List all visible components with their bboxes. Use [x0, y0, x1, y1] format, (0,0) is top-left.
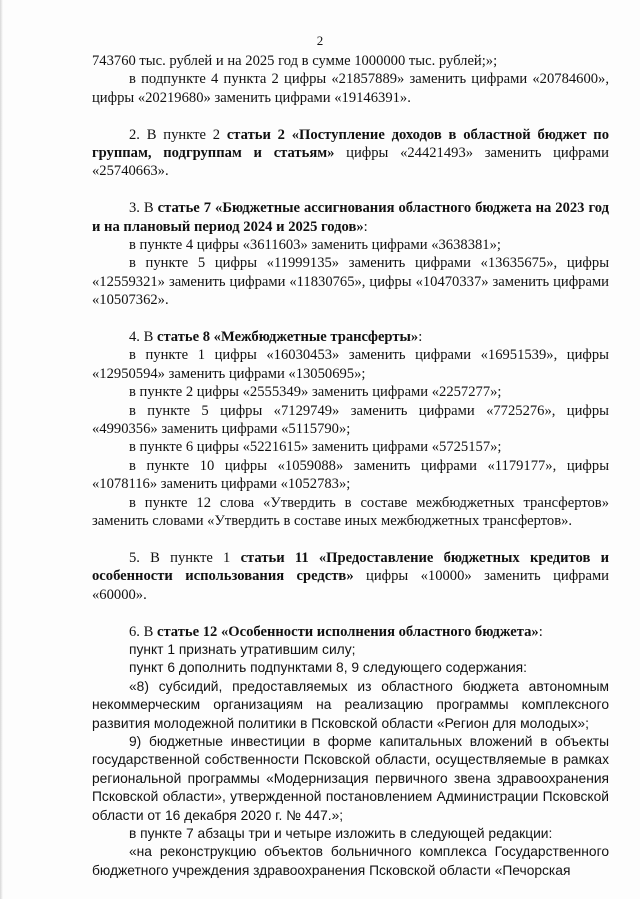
- paragraph-section-4-point-1: в пункте 1 цифры «16030453» заменить цифрами «16951539», цифры «12950594» заменить цифрами «13050695»;: [92, 347, 609, 382]
- paragraph-section-6-subclause-8: «8) субсидий, предоставляемых из областного бюджета автономным некоммерческим организациям на реализацию программы комплексного развития молодежной политики в Псковской области «Регион для молодых»;: [92, 678, 609, 731]
- section-6-prefix: 6. В: [129, 623, 157, 640]
- paragraph-section-3-point-4: в пункте 4 цифры «3611603» заменить цифрами «3638381»;: [129, 237, 501, 254]
- paragraph-section-6-quote: «на реконструкцию объектов больничного комплекса Государственного бюджетного учреждения здравоохранения Псковской области «Печорская: [92, 844, 609, 878]
- page-number: 2: [316, 33, 324, 48]
- paragraph-section-6-subclause-9: 9) бюджетные инвестиции в форме капитальных вложений в объекты государственной собственности Псковской области, осуществляемые в рамках региональной программы «Модернизация первичного звена здравоохранения Псковской области», утвержденной постановлением Администрации Псковской области от 16 декабря 2020 г. № 447.»;: [92, 733, 609, 823]
- section-6-article-title: статье 12 «Особенности исполнения областного бюджета»: [156, 623, 539, 640]
- paragraph-subclause-4: в подпункте 4 пункта 2 цифры «21857889» заменить цифрами «20784600», цифры «20219680» заменить цифрами «19146391».: [92, 71, 609, 106]
- paragraph-section-6: [92, 623, 609, 641]
- section-4-text: :: [418, 329, 423, 346]
- paragraph-section-5: [92, 549, 609, 604]
- paragraph-section-6-point-1: пункт 1 признать утратившим силу;: [129, 641, 356, 657]
- section-5-article-title: статьи 11 «Предоставление бюджетных кредитов и особенности использования средств»: [92, 549, 609, 585]
- document-body: [92, 52, 609, 880]
- paragraph-section-4-point-10: в пункте 10 цифры «1059088» заменить цифрами «1179177», цифры «1078116» заменить цифрами «1052783»;: [92, 457, 609, 493]
- paragraph-section-6-point-7: в пункте 7 абзацы три и четыре изложить в следующей редакции:: [129, 825, 553, 841]
- paragraph-continuation: 743760 тыс. рублей и на 2025 год в сумме 1000000 тыс. рублей;»;: [92, 53, 498, 69]
- page-edge-shadow: [0, 0, 3, 899]
- paragraph-section-4-point-6: в пункте 6 цифры «5221615» заменить цифрами «5725157»;: [129, 439, 502, 456]
- paragraph-section-4-point-5: в пункте 5 цифры «7129749» заменить цифрами «7725276», цифры «4990356» заменить цифрами «5115790»;: [92, 402, 609, 438]
- paragraph-section-3-point-5: в пункте 5 цифры «11999135» заменить цифрами «13635675», цифры «12559321» заменить цифрами «11830765», цифры «10470337» заменить цифрами «10507362».: [92, 255, 609, 309]
- section-5-prefix: 5. В пункте 1: [129, 549, 241, 566]
- section-3-prefix: 3. В: [129, 200, 158, 217]
- paragraph-section-4: [92, 328, 609, 346]
- section-3-article-title: статье 7 «Бюджетные ассигнования областного бюджета на 2023 год и на плановый период 2024 и 2025 годов»: [92, 200, 609, 235]
- section-2-prefix: 2. В пункте 2: [129, 126, 227, 143]
- paragraph-section-4-point-2: в пункте 2 цифры «2555349» заменить цифрами «2257277»;: [129, 384, 502, 401]
- paragraph-section-4-point-12: в пункте 12 слова «Утвердить в составе межбюджетных трансфертов» заменить словами «Утвердить в составе иных межбюджетных трансфертов».: [92, 494, 609, 530]
- section-3-text: :: [363, 218, 368, 235]
- paragraph-section-2: [92, 126, 609, 181]
- paragraph-section-3: [92, 199, 609, 236]
- paragraph-section-6-point-6: пункт 6 дополнить подпунктами 8, 9 следующего содержания:: [129, 660, 527, 676]
- section-5-text: цифры «10000» заменить цифрами «60000».: [92, 568, 609, 603]
- section-2-text: цифры «24421493» заменить цифрами «25740663».: [92, 145, 609, 180]
- section-4-article-title: статье 8 «Межбюджетные трансферты»: [156, 329, 419, 346]
- section-6-text: :: [538, 623, 543, 640]
- section-4-prefix: 4. В: [129, 329, 157, 346]
- section-2-article-title: статьи 2 «Поступление доходов в областной бюджет по группам, подгруппам и статьям»: [92, 126, 609, 162]
